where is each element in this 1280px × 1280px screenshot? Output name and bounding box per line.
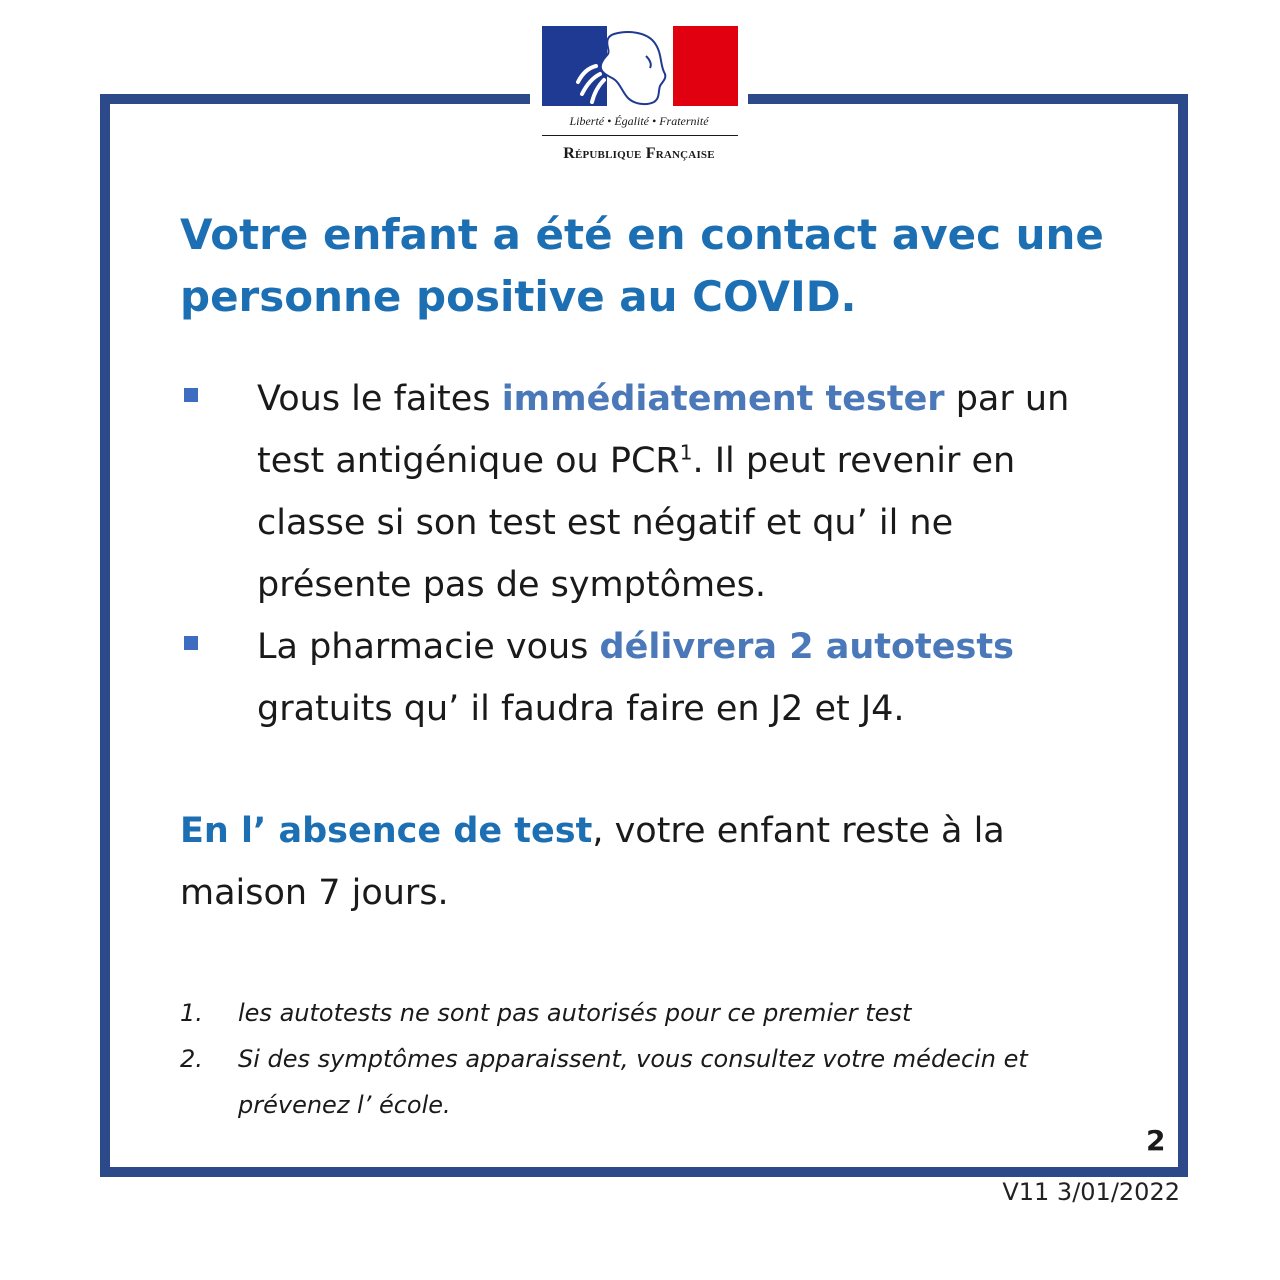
footnote-text: Si des symptômes apparaissent, vous consultez votre médecin et prévenez l’ école.	[238, 1045, 1028, 1119]
marianne-flag-icon	[542, 26, 738, 106]
footnote-number: 1.	[180, 999, 203, 1027]
instruction-text: par un test antigénique ou PCR	[257, 379, 1070, 481]
republic-motto: Liberté • Égalité • Fraternité	[569, 114, 709, 128]
footnote-item	[180, 990, 1120, 1036]
footnote-item	[180, 1036, 1120, 1128]
instruction-item-test	[180, 368, 1100, 616]
instruction-text: . Il peut revenir en classe si son test est négatif et qu’ il ne présente pas de symptômes.	[257, 441, 1016, 605]
instruction-highlight: immédiatement tester	[501, 379, 945, 419]
logo-divider	[542, 135, 738, 136]
instruction-highlight: délivrera 2 autotests	[599, 627, 1014, 667]
absence-text: , votre enfant reste à la maison 7 jours.	[180, 811, 1005, 913]
absence-paragraph	[180, 800, 1080, 924]
footnote-text: les autotests ne sont pas autorisés pour ce premier test	[238, 999, 912, 1027]
footnote-number: 2.	[180, 1045, 203, 1073]
absence-highlight: En l’ absence de test	[180, 811, 593, 851]
republic-name: République Française	[563, 145, 715, 162]
instruction-text: La pharmacie vous	[257, 627, 600, 667]
footnote-ref: 1	[679, 440, 693, 465]
version-date: V11 3/01/2022	[1002, 1178, 1180, 1206]
notice-title: Votre enfant a été en contact avec une personne positive au COVID.	[180, 210, 1104, 321]
square-bullet-icon	[184, 388, 198, 402]
square-bullet-icon	[184, 636, 198, 650]
instruction-text: gratuits qu’ il faudra faire en J2 et J4.	[257, 689, 905, 729]
footnotes	[180, 990, 1120, 1128]
instruction-item-autotests	[180, 616, 1100, 740]
instruction-text: Vous le faites	[257, 379, 502, 419]
republique-francaise-logo	[530, 20, 748, 172]
page-number: 2	[1146, 1124, 1166, 1157]
instructions-list	[180, 368, 1100, 740]
